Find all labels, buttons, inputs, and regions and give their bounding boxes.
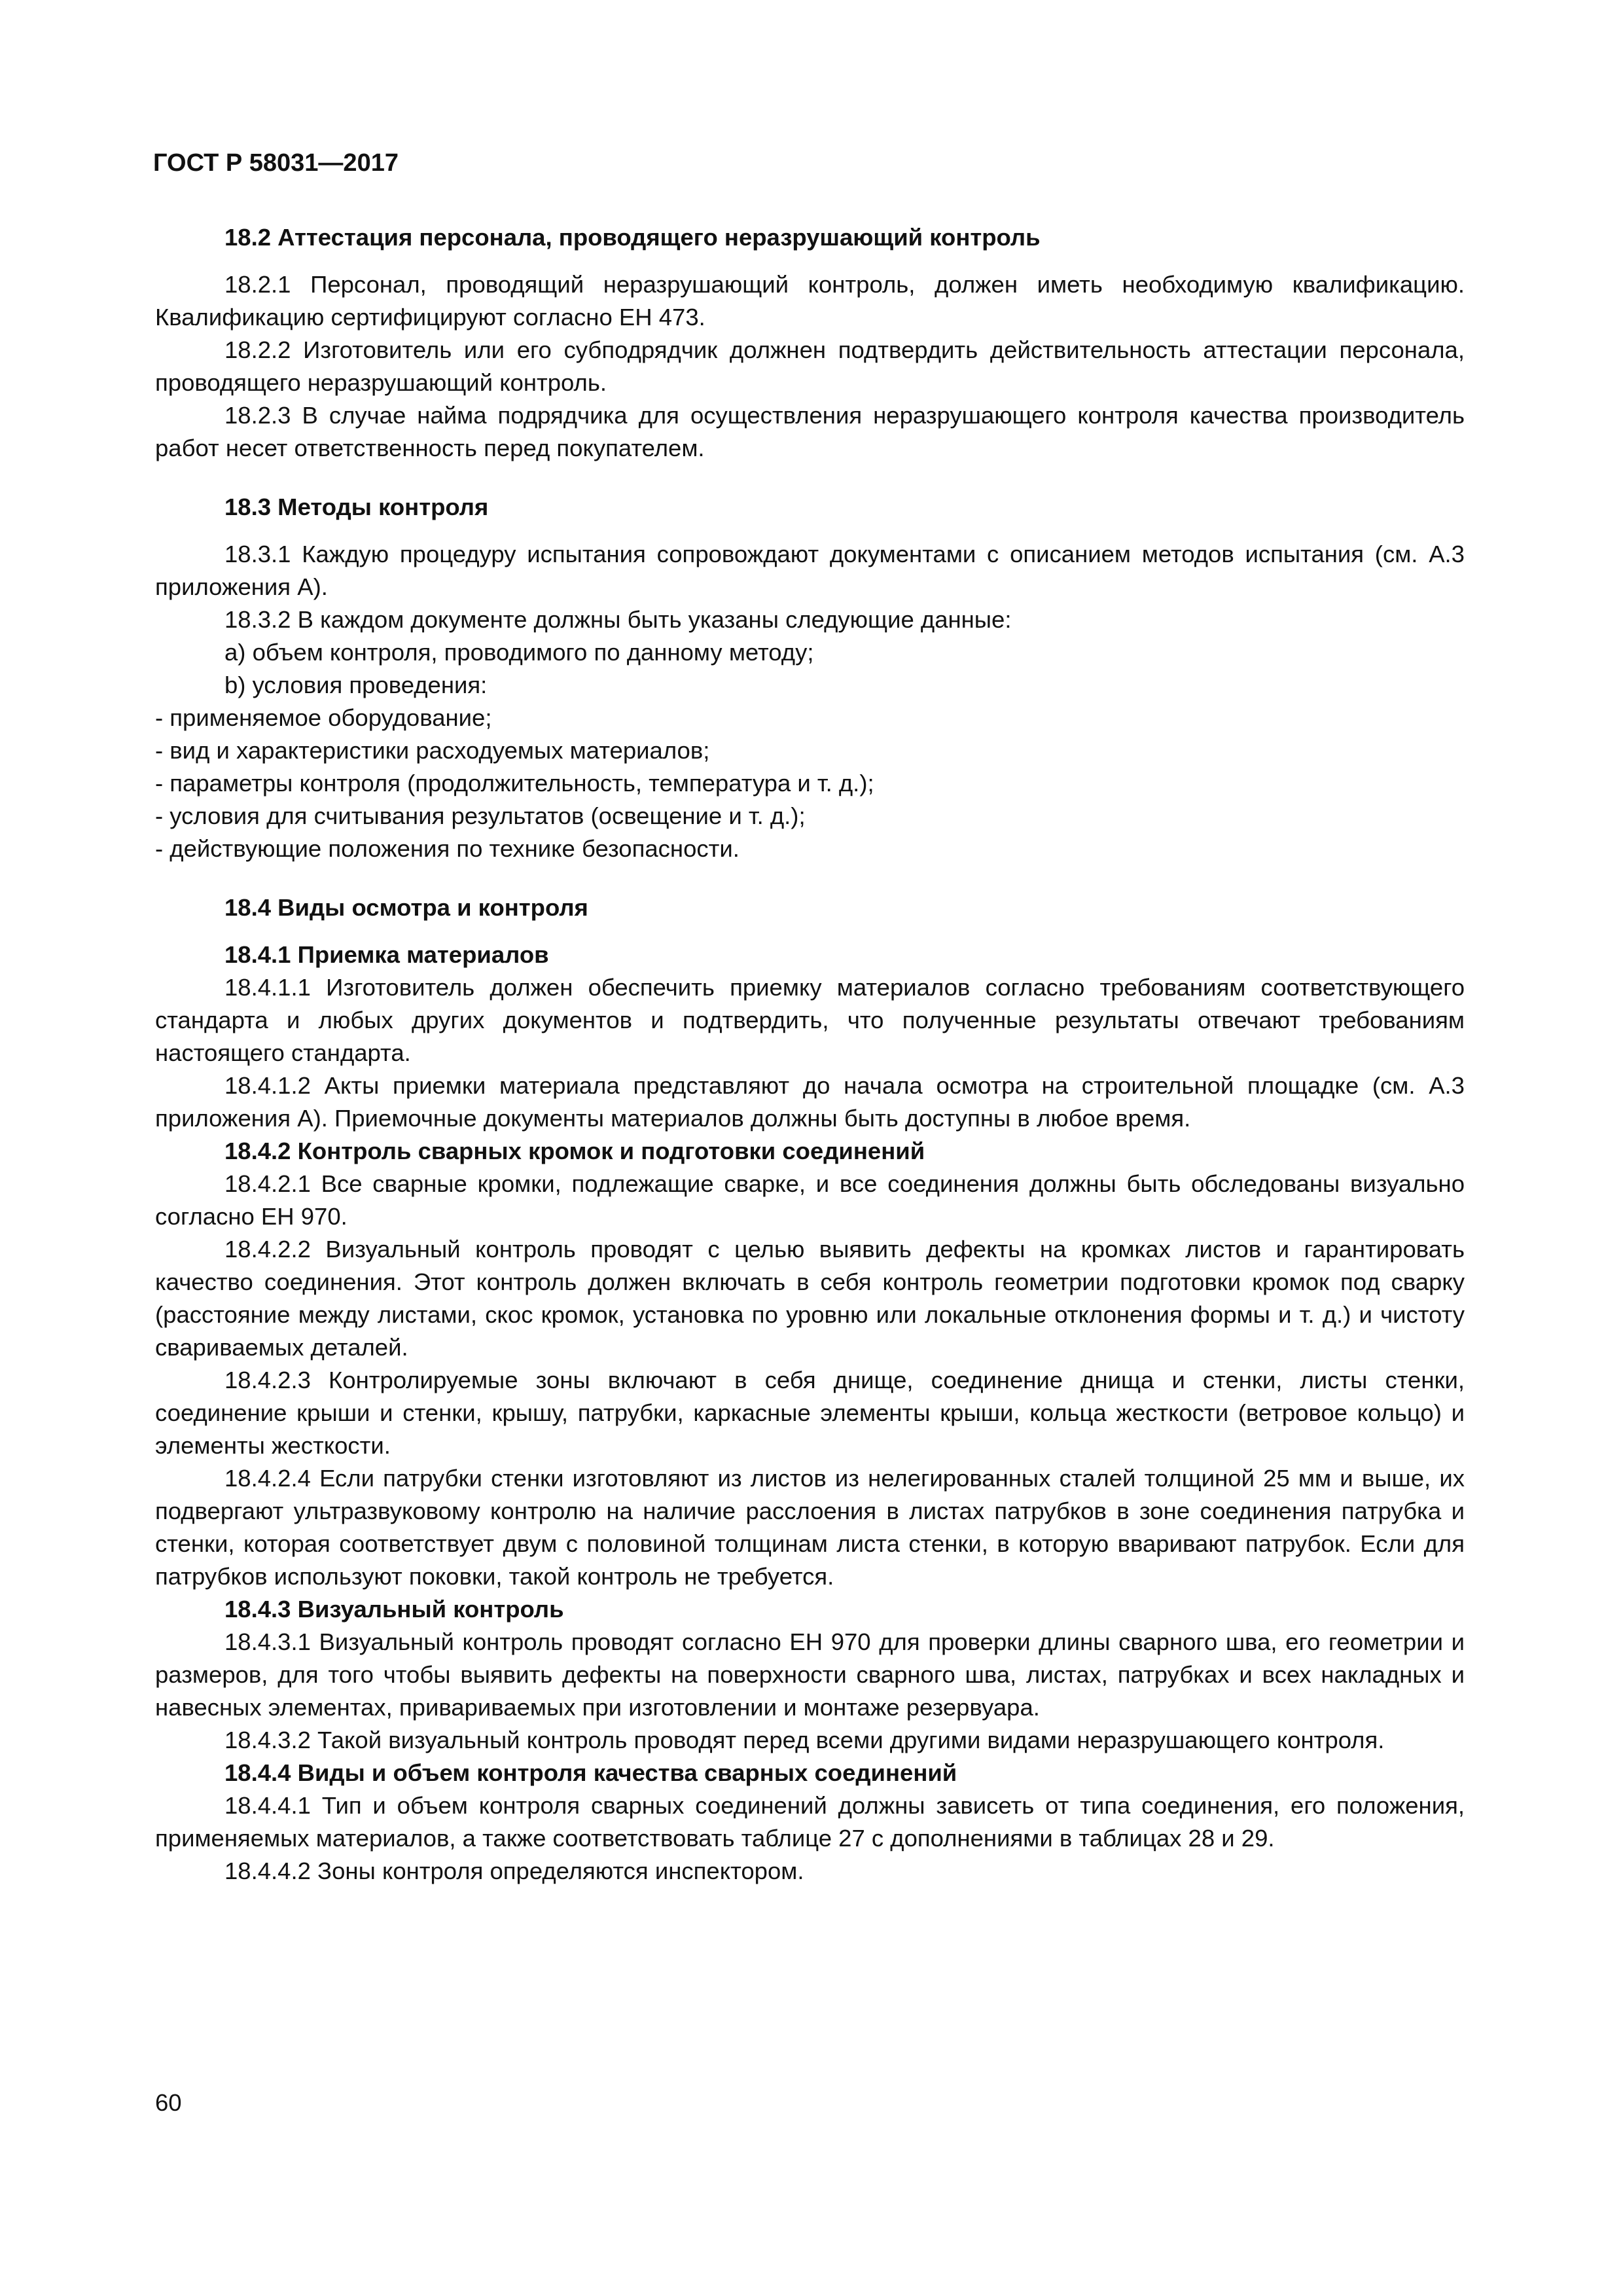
paragraph: 18.4.4.2 Зоны контроля определяются инспектором. [224, 1857, 804, 1884]
paragraph: 18.4.2.3 Контролируемые зоны включают в себя днище, соединение днища и стенки, листы стенки, соединение крыши и стенки, крышу, патрубки, каркасные элементы крыши, кольца жесткости (ветровое кольцо) и элементы жесткости. [155, 1367, 1465, 1459]
document-code: ГОСТ Р 58031—2017 [153, 149, 399, 177]
paragraph: 18.4.3.2 Такой визуальный контроль проводят перед всеми другими видами неразрушающего контроля. [224, 1727, 1385, 1753]
list-item: a) объем контроля, проводимого по данному методу; [224, 639, 814, 666]
paragraph: 18.2.3 В случае найма подрядчика для осуществления неразрушающего контроля качества производитель работ несет ответственность перед покупателем. [155, 402, 1465, 461]
paragraph: 18.4.2.1 Все сварные кромки, подлежащие сварке, и все соединения должны быть обследованы визуально согласно ЕН 970. [155, 1170, 1465, 1230]
paragraph: 18.4.1.2 Акты приемки материала представляют до начала осмотра на строительной площадке (см. А.3 приложения А). Приемочные документы материалов должны быть доступны в любое время. [155, 1072, 1465, 1132]
section-title: 18.4 Виды осмотра и контроля [224, 894, 588, 921]
subsection-title: 18.4.3 Визуальный контроль [224, 1596, 564, 1623]
paragraph: 18.3.2 В каждом документе должны быть указаны следующие данные: [224, 606, 1012, 633]
subsection-title: 18.4.2 Контроль сварных кромок и подготовки соединений [224, 1138, 925, 1164]
dash-item: - вид и характеристики расходуемых материалов; [155, 737, 710, 764]
section-title: 18.3 Методы контроля [224, 493, 489, 520]
paragraph: 18.2.2 Изготовитель или его субподрядчик должнен подтвердить действительность аттестации персонала, проводящего неразрушающий контроль. [155, 336, 1465, 396]
paragraph: 18.3.1 Каждую процедуру испытания сопровождают документами с описанием методов испытания (см. А.3 приложения А). [155, 541, 1465, 600]
paragraph: 18.4.1.1 Изготовитель должен обеспечить приемку материалов согласно требованиям соответствующего стандарта и любых других документов и подтвердить, что полученные результаты отвечают требованиям настоящего стандарта. [155, 974, 1465, 1066]
page-number: 60 [155, 2089, 182, 2116]
dash-item: - действующие положения по технике безопасности. [155, 835, 740, 862]
section-title: 18.2 Аттестация персонала, проводящего неразрушающий контроль [224, 224, 1041, 251]
paragraph: 18.4.2.2 Визуальный контроль проводят с целью выявить дефекты на кромках листов и гарантировать качество соединения. Этот контроль должен включать в себя контроль геометрии подготовки кромок под сварку (расстояние между листами, скос кромок, установка по уровню или локальные отклонения формы и т. д.) и чистоту свариваемых деталей. [155, 1236, 1465, 1361]
subsection-title: 18.4.1 Приемка материалов [224, 941, 549, 968]
paragraph: 18.4.4.1 Тип и объем контроля сварных соединений должны зависеть от типа соединения, его положения, применяемых материалов, а также соответствовать таблице 27 с дополнениями в таблицах 28 и 29. [155, 1792, 1465, 1852]
subsection-title: 18.4.4 Виды и объем контроля качества сварных соединений [224, 1759, 957, 1786]
paragraph: 18.4.3.1 Визуальный контроль проводят согласно ЕН 970 для проверки длины сварного шва, его геометрии и размеров, для того чтобы выявить дефекты на поверхности сварного шва, листах, патрубках и всех накладных и навесных элементах, привариваемых при изготовлении и монтаже резервуара. [155, 1628, 1465, 1721]
list-item: b) условия проведения: [224, 672, 488, 698]
paragraph: 18.4.2.4 Если патрубки стенки изготовляют из листов из нелегированных сталей толщиной 25 мм и выше, их подвергают ультразвуковому контролю на наличие расслоения в листах патрубков в зоне соединения патрубка и стенки, которая соответствует двум с половиной толщинам листа стенки, в которую вваривают патрубок. Если для патрубков используют поковки, такой контроль не требуется. [155, 1465, 1465, 1590]
dash-item: - применяемое оборудование; [155, 704, 492, 731]
dash-item: - условия для считывания результатов (освещение и т. д.); [155, 802, 806, 829]
paragraph: 18.2.1 Персонал, проводящий неразрушающий контроль, должен иметь необходимую квалификацию. Квалификацию сертифицируют согласно ЕН 473. [155, 271, 1465, 331]
dash-item: - параметры контроля (продолжительность, температура и т. д.); [155, 770, 874, 797]
document-body [155, 221, 1465, 1888]
